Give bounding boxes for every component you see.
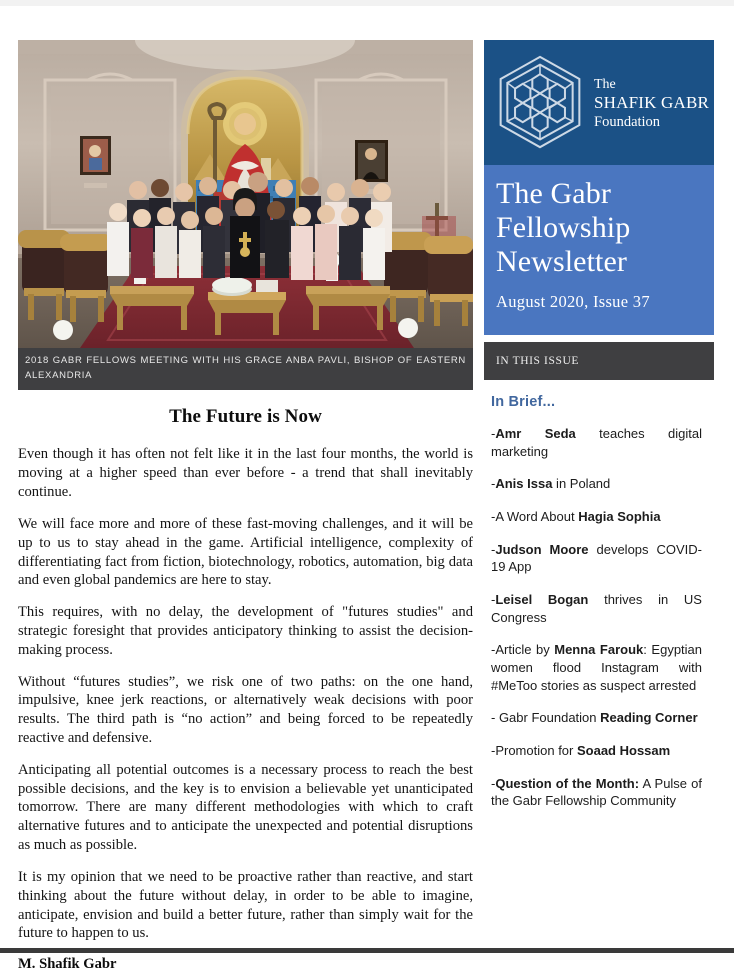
article <box>18 390 473 973</box>
in-brief-item[interactable] <box>491 475 702 493</box>
newsletter-title-block <box>484 165 714 335</box>
in-brief-item-prefix: -A Word About <box>491 509 579 525</box>
in-brief-item-prefix: - <box>491 426 496 441</box>
hero-photo <box>18 40 473 348</box>
page-bottom-edge <box>0 948 734 953</box>
article-paragraph: Anticipating all potential outcomes is a necessary process to reach the best possible decisions, and the key is to envision a believable yet unanticipated tomorrow. There are many different methodologies with which to craft alternative futures and to anticipate the unexpected and potential disruptions as much as possible. <box>18 761 473 854</box>
in-brief-heading: In Brief... <box>491 394 556 410</box>
logo-line-3: Foundation <box>594 113 661 130</box>
hero-photo-illustration <box>18 40 473 348</box>
in-brief-item-highlight: Anis Issa <box>495 476 553 492</box>
in-brief-section <box>484 380 714 810</box>
in-brief-item[interactable] <box>491 425 702 460</box>
in-brief-item[interactable] <box>491 508 702 526</box>
photo-caption: 2018 GABR FELLOWS MEETING WITH HIS GRACE ANBA PAVLI, BISHOP OF EASTERN ALEXANDRIA <box>18 348 473 390</box>
in-brief-item-prefix: - <box>491 592 496 608</box>
article-paragraph: Even though it has often not felt like it in the last four months, the world is moving at a higher speed than ever before - a trend that shall inevitably continue. <box>18 446 473 501</box>
newsletter-title: The Gabr Fellowship Newsletter <box>496 177 631 279</box>
in-this-issue-label: IN THIS ISSUE <box>496 355 579 367</box>
in-brief-item-highlight: Judson Moore <box>495 541 589 557</box>
in-brief-item-prefix: - <box>491 775 496 791</box>
in-brief-item-text: in Poland <box>552 476 611 492</box>
left-column <box>18 40 473 973</box>
foundation-logo-block <box>484 40 714 165</box>
foundation-logo-text <box>594 74 709 132</box>
article-title: The Future is Now <box>169 406 322 428</box>
in-brief-item-highlight: Question of the Month: <box>495 775 640 791</box>
in-brief-item[interactable] <box>491 709 702 727</box>
issue-line: August 2020, Issue 37 <box>496 291 650 311</box>
in-brief-item-prefix: -Article by <box>491 642 555 658</box>
in-brief-item-prefix: -Promotion for <box>491 743 577 759</box>
logo-line-2: SHAFIK GABR <box>594 92 710 112</box>
in-brief-item[interactable] <box>491 641 702 694</box>
article-paragraph: It is my opinion that we need to be proactive rather than reactive, and start thinking about the future without delay, in order to be able to imagine, anticipate, envision and build a better future, rather than simply wait for the future to happen to us. <box>18 868 473 942</box>
in-brief-item-highlight: Reading Corner <box>600 710 698 726</box>
in-brief-item-highlight: Menna Farouk <box>554 642 644 658</box>
in-brief-item-text: thrives in US Congress <box>491 592 702 625</box>
in-brief-item-prefix: - <box>491 476 496 492</box>
in-brief-item[interactable] <box>491 775 702 810</box>
right-column <box>484 40 714 825</box>
in-brief-item[interactable] <box>491 541 702 576</box>
in-brief-item-highlight: Leisel Bogan <box>495 592 589 608</box>
in-brief-item[interactable] <box>491 742 702 760</box>
logo-line-1: The <box>594 76 616 92</box>
page-top-edge <box>0 0 734 6</box>
in-brief-item-highlight: Soaad Hossam <box>576 743 671 759</box>
in-brief-item-prefix: - <box>491 541 496 557</box>
article-paragraph: We will face more and more of these fast-moving challenges, and it will be up to us to stay ahead in the game. Artificial intelligence, complexity of differentiating fact from fiction, biotechnology, robotics, automation, big data and even global pandemics are here to stay. <box>18 515 473 589</box>
shafik-gabr-hexagon-logo-icon <box>492 53 588 153</box>
in-brief-item-text: teaches digital marketing <box>491 426 702 459</box>
in-brief-item-prefix: - Gabr Foundation <box>491 710 601 726</box>
in-brief-item[interactable] <box>491 591 702 626</box>
in-brief-item-text: : Egyptian women flood Instagram with #MeToo stories as suspect arrested <box>491 642 703 693</box>
in-brief-item-highlight: Amr Seda <box>495 426 576 441</box>
in-brief-item-text: develops COVID-19 App <box>491 541 702 575</box>
article-signature: M. Shafik Gabr <box>18 956 117 973</box>
in-brief-item-text: A Pulse of the Gabr Fellowship Community <box>491 775 702 809</box>
in-this-issue-bar <box>484 342 714 380</box>
article-paragraph: Without “futures studies”, we risk one of two paths: on the one hand, impulsive, knee jerk reactions, or alternatively weak decisions with poor results. The third path is “no action” and being forced to be repeatedly reactive and defensive. <box>18 673 473 746</box>
in-brief-item-highlight: Hagia Sophia <box>578 509 661 525</box>
in-brief-list <box>491 425 702 810</box>
article-paragraph: This requires, with no delay, the development of "futures studies" and strategic foresight that provides anticipatory thinking to assist the decision-making process. <box>18 604 473 658</box>
